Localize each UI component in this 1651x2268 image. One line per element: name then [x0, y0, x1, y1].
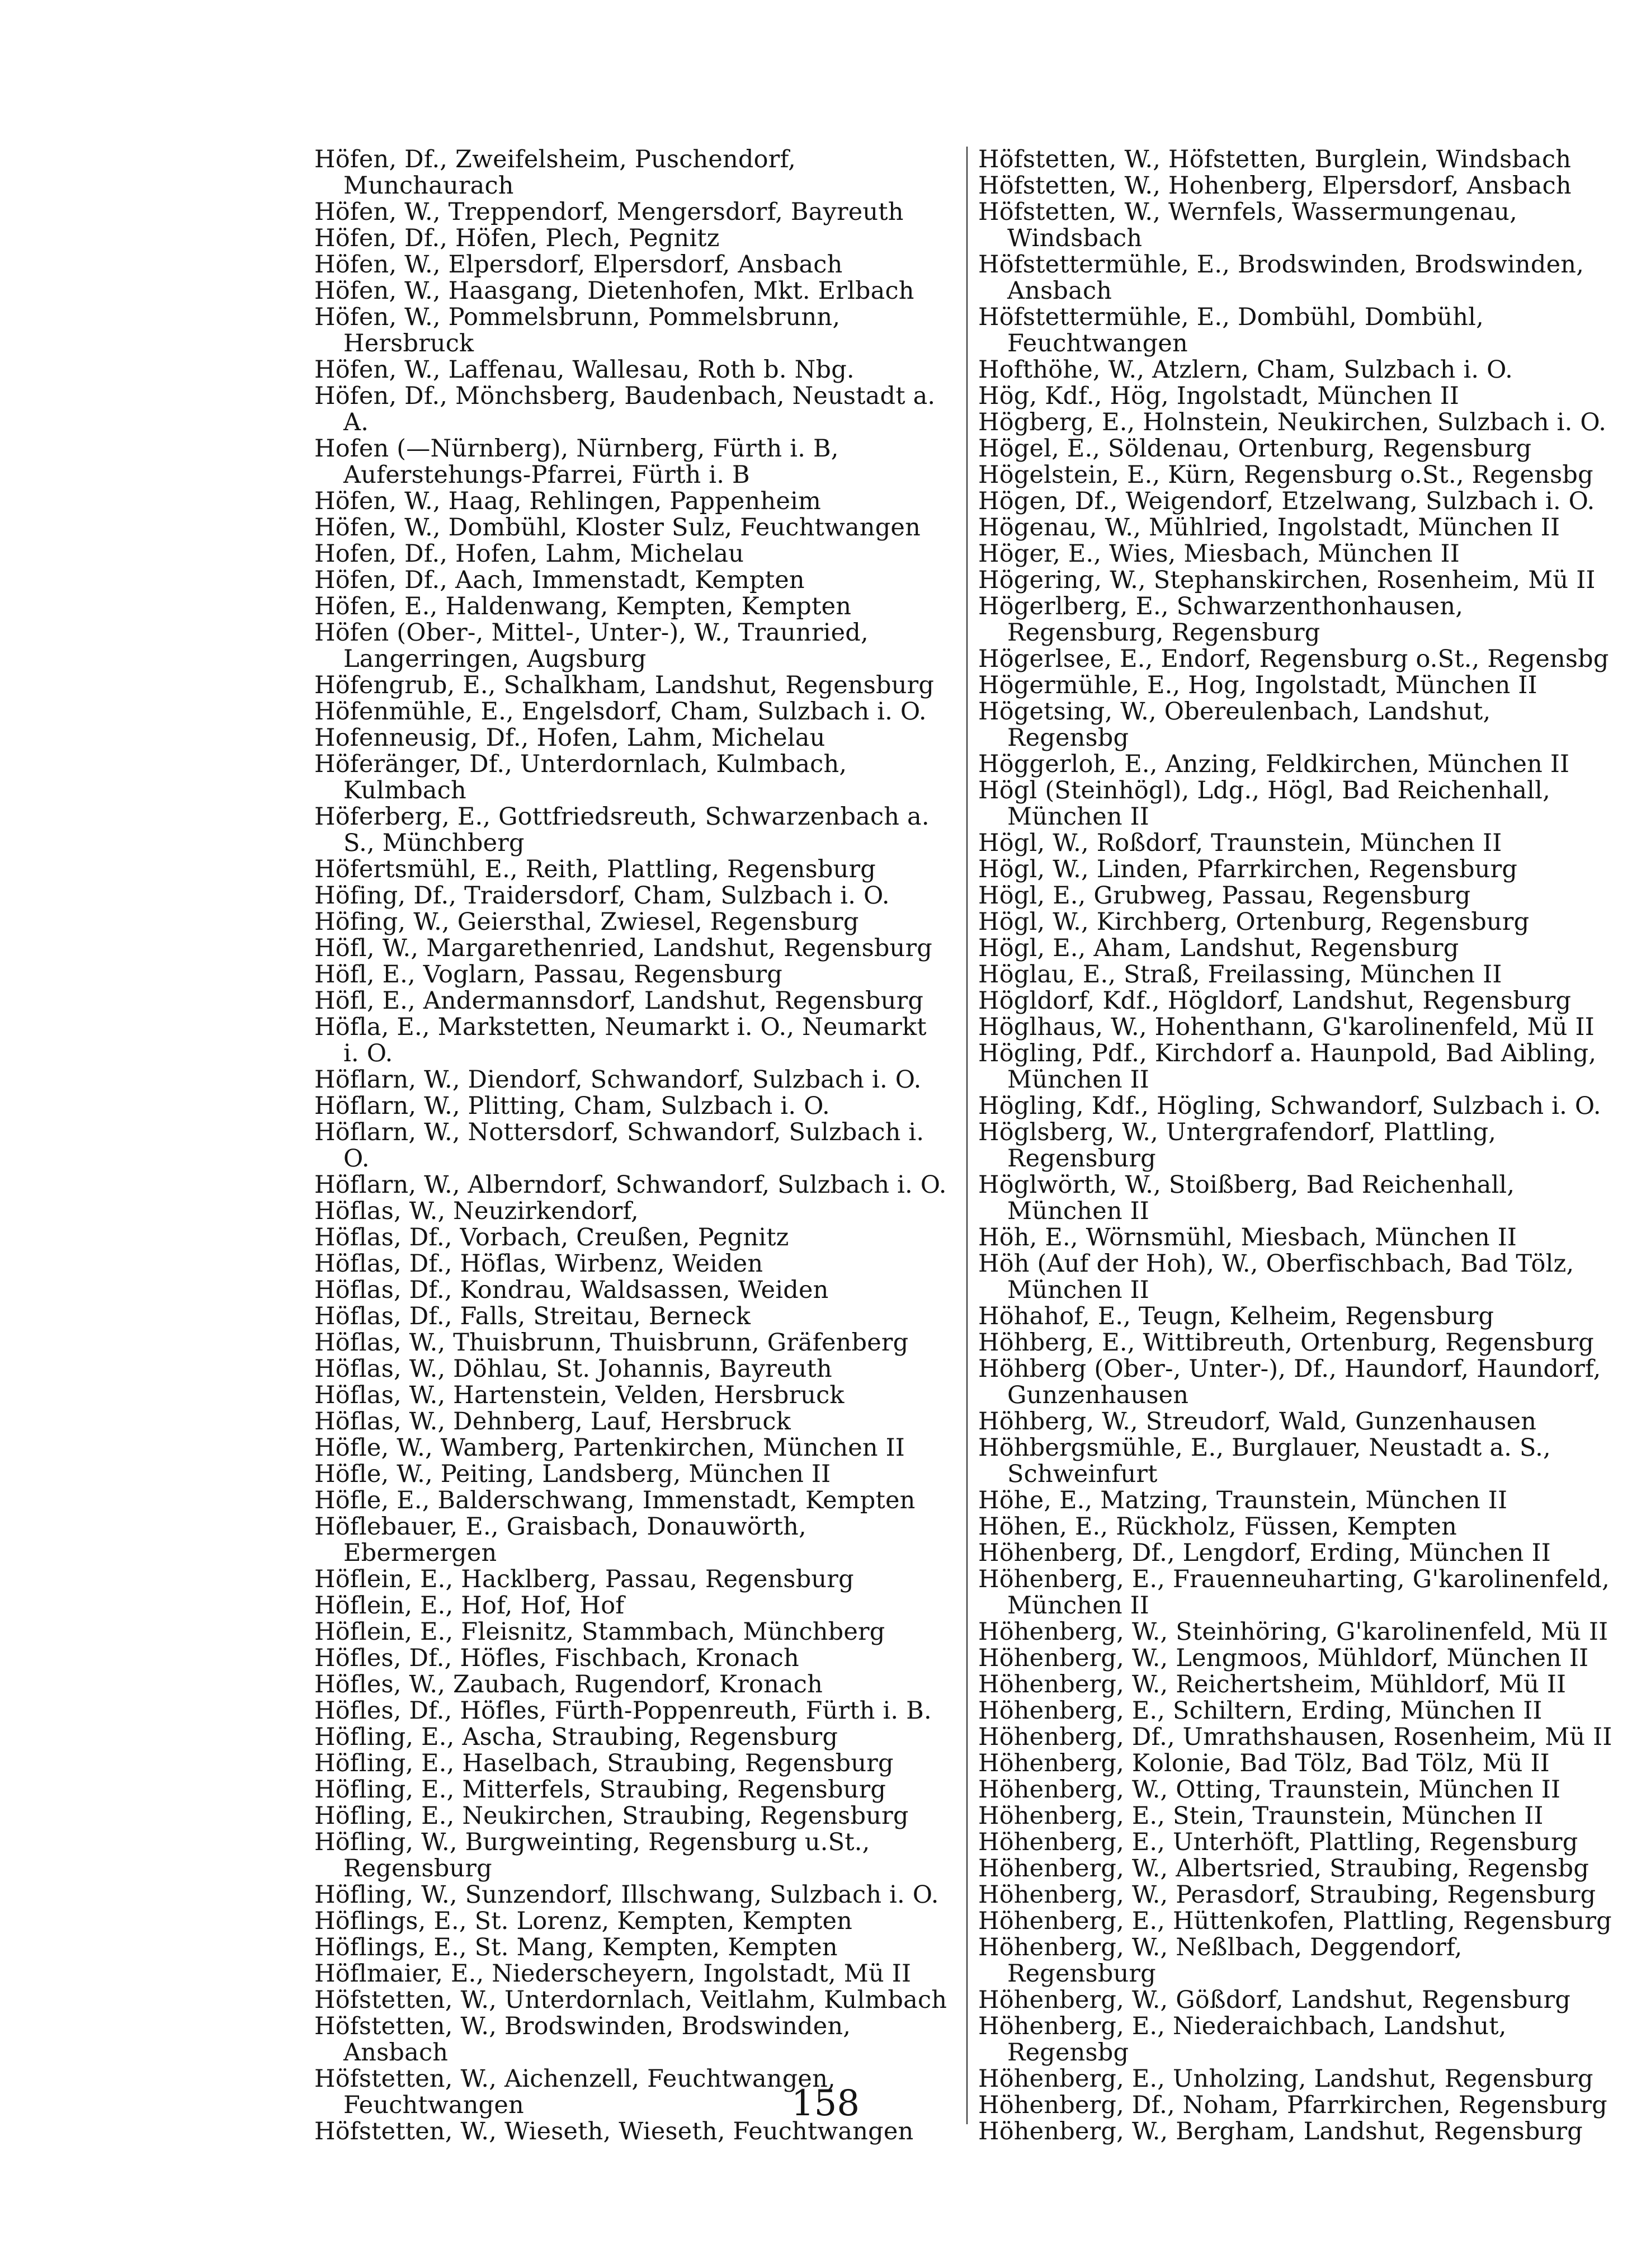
index-entry: Höhenberg, E., Hüttenkofen, Plattling, Regensburg [978, 1907, 1612, 1935]
index-entry: Högenau, W., Mühlried, Ingolstadt, München II [978, 514, 1560, 542]
index-entry: Höh (Auf der Hoh), W., Oberfischbach, Bad Tölz, München II [978, 1250, 1574, 1304]
index-entry: Höfen, E., Haldenwang, Kempten, Kempten [314, 592, 852, 620]
index-entry: Höh, E., Wörnsmühl, Miesbach, München II [978, 1224, 1517, 1251]
index-entry: Höfstetten, W., Wernfels, Wassermungenau, Windsbach [978, 198, 1517, 252]
index-entry: Höflas, W., Hartenstein, Velden, Hersbruck [314, 1381, 845, 1409]
index-entry: Högel, E., Söldenau, Ortenburg, Regensburg [978, 435, 1532, 463]
index-entry: Höflings, E., St. Mang, Kempten, Kempten [314, 1933, 838, 1961]
index-entry: Höfen, W., Pommelsbrunn, Pommelsbrunn, Hersbruck [314, 303, 841, 357]
index-entry: Höflas, Df., Höflas, Wirbenz, Weiden [314, 1250, 763, 1278]
index-entry: Höhenberg, W., Otting, Traunstein, München II [978, 1776, 1561, 1804]
index-entry: Höfen, Df., Höfen, Plech, Pegnitz [314, 224, 720, 252]
index-entry: Högl, W., Kirchberg, Ortenburg, Regensburg [978, 908, 1530, 936]
index-entry: Högerlberg, E., Schwarzenthonhausen, Regensburg, Regensburg [978, 592, 1464, 647]
index-entry: Höhbergsmühle, E., Burglauer, Neustadt a. S., Schweinfurt [978, 1434, 1551, 1488]
index-entry: Höflmaier, E., Niederscheyern, Ingolstadt, Mü II [314, 1960, 912, 1988]
index-entry: Höglau, E., Straß, Freilassing, München II [978, 961, 1502, 989]
index-entry: Höfstetten, W., Brodswinden, Brodswinden, Ansbach [314, 2012, 851, 2067]
index-entry: Höfstetten, W., Aichenzell, Feuchtwangen, Feuchtwangen [314, 2065, 836, 2119]
index-entry: Högling, Pdf., Kirchdorf a. Haunpold, Bad Aibling, München II [978, 1039, 1597, 1094]
index-entry: Höfstetten, W., Unterdornlach, Veitlahm, Kulmbach [314, 1986, 947, 2014]
index-entry: Höhberg (Ober-, Unter-), Df., Haundorf, Haundorf, Gunzenhausen [978, 1355, 1601, 1409]
index-entry: Högelstein, E., Kürn, Regensburg o.St., Regensbg [978, 461, 1593, 489]
index-entry: Höhberg, W., Streudorf, Wald, Gunzenhausen [978, 1408, 1537, 1436]
index-entry: Högl, E., Grubweg, Passau, Regensburg [978, 882, 1471, 910]
index-entry: Höferberg, E., Gottfriedsreuth, Schwarzenbach a. S., Münchberg [314, 803, 930, 857]
index-entry: Höglhaus, W., Hohenthann, G'karolinenfeld, Mü II [978, 1013, 1595, 1041]
index-entry: Hög, Kdf., Hög, Ingolstadt, München II [978, 382, 1460, 410]
index-entry: Högen, Df., Weigendorf, Etzelwang, Sulzbach i. O. [978, 487, 1595, 515]
index-entry: Höfen, W., Dombühl, Kloster Sulz, Feuchtwangen [314, 514, 921, 542]
index-entry: Höfertsmühl, E., Reith, Plattling, Regensburg [314, 855, 876, 883]
index-entry: Höfling, E., Ascha, Straubing, Regensburg [314, 1723, 838, 1751]
index-entry: Höhenberg, Kolonie, Bad Tölz, Bad Tölz, Mü II [978, 1749, 1550, 1777]
index-entry: Höfstettermühle, E., Dombühl, Dombühl, Feuchtwangen [978, 303, 1484, 357]
index-entry: Höfl, E., Andermannsdorf, Landshut, Regensburg [314, 987, 924, 1015]
index-entry: Höhe, E., Matzing, Traunstein, München II [978, 1486, 1508, 1514]
index-entry: Höfstettermühle, E., Brodswinden, Brodswinden, Ansbach [978, 251, 1584, 305]
index-entry: Höhenberg, E., Unholzing, Landshut, Regensburg [978, 2065, 1593, 2093]
index-entry: Höfen, Df., Mönchsberg, Baudenbach, Neustadt a. A. [314, 382, 936, 436]
index-entry: Höfl, E., Voglarn, Passau, Regensburg [314, 961, 782, 989]
index-entry: Höflas, W., Döhlau, St. Johannis, Bayreuth [314, 1355, 832, 1383]
index-entry: Höfla, E., Markstetten, Neumarkt i. O., Neumarkt i. O. [314, 1013, 927, 1067]
index-entry: Höflebauer, E., Graisbach, Donauwörth, Ebermergen [314, 1513, 806, 1567]
index-entry: Höfen, Df., Zweifelsheim, Puschendorf, Munchaurach [314, 145, 796, 200]
left-column [314, 147, 949, 2145]
column-divider [966, 147, 968, 2124]
index-entry: Hofen (—Nürnberg), Nürnberg, Fürth i. B, Auferstehungs-Pfarrei, Fürth i. B [314, 435, 839, 489]
index-entry: Högl, W., Linden, Pfarrkirchen, Regensburg [978, 855, 1518, 883]
index-entry: Högl, E., Aham, Landshut, Regensburg [978, 934, 1459, 962]
index-entry: Höhenberg, E., Unterhöft, Plattling, Regensburg [978, 1828, 1578, 1856]
index-entry: Höfstetten, W., Wieseth, Wieseth, Feuchtwangen [314, 2118, 914, 2145]
index-entry: Höhenberg, Df., Noham, Pfarrkirchen, Regensburg [978, 2091, 1607, 2119]
index-entry: Höfstetten, W., Höfstetten, Burglein, Windsbach [978, 145, 1572, 173]
index-entry: Höglwörth, W., Stoißberg, Bad Reichenhall, München II [978, 1171, 1515, 1225]
index-entry: Höfling, E., Mitterfels, Straubing, Regensburg [314, 1776, 886, 1804]
index-entry: Höfing, Df., Traidersdorf, Cham, Sulzbach i. O. [314, 882, 890, 910]
index-entry: Höfling, W., Burgweinting, Regensburg u.St., Regensburg [314, 1828, 870, 1883]
index-entry: Höhenberg, W., Albertsried, Straubing, Regensbg [978, 1855, 1589, 1883]
index-entry: Hofenneusig, Df., Hofen, Lahm, Michelau [314, 724, 826, 752]
index-entry: Högermühle, E., Hog, Ingolstadt, München II [978, 671, 1537, 699]
index-entry: Höflarn, W., Plitting, Cham, Sulzbach i. O. [314, 1092, 830, 1120]
index-entry: Höfen, W., Haag, Rehlingen, Pappenheim [314, 487, 821, 515]
index-entry: Höfling, E., Haselbach, Straubing, Regensburg [314, 1749, 894, 1777]
index-entry: Högling, Kdf., Högling, Schwandorf, Sulzbach i. O. [978, 1092, 1601, 1120]
index-entry: Höflings, E., St. Lorenz, Kempten, Kempten [314, 1907, 853, 1935]
index-entry: Höflein, E., Hacklberg, Passau, Regensburg [314, 1565, 854, 1593]
index-entry: Höfing, W., Geiersthal, Zwiesel, Regensburg [314, 908, 859, 936]
index-entry: Högering, W., Stephanskirchen, Rosenheim, Mü II [978, 566, 1596, 594]
index-entry: Höflas, W., Thuisbrunn, Thuisbrunn, Gräfenberg [314, 1329, 909, 1357]
index-entry: Höhenberg, Df., Umrathshausen, Rosenheim, Mü II [978, 1723, 1612, 1751]
index-entry: Höhenberg, E., Stein, Traunstein, München II [978, 1802, 1544, 1830]
index-entry: Höfling, E., Neukirchen, Straubing, Regensburg [314, 1802, 909, 1830]
index-entry: Höfstetten, W., Hohenberg, Elpersdorf, Ansbach [978, 172, 1572, 200]
index-entry: Höhen, E., Rückholz, Füssen, Kempten [978, 1513, 1457, 1541]
index-entry: Höflein, E., Fleisnitz, Stammbach, Münchberg [314, 1618, 885, 1646]
index-entry: Höhenberg, W., Bergham, Landshut, Regensburg [978, 2118, 1583, 2145]
index-entry: Höflarn, W., Nottersdorf, Schwandorf, Sulzbach i. O. [314, 1118, 924, 1173]
index-entry: Höfen, W., Laffenau, Wallesau, Roth b. Nbg. [314, 356, 855, 384]
index-entry: Höfen, W., Treppendorf, Mengersdorf, Bayreuth [314, 198, 904, 226]
index-entry: Högldorf, Kdf., Högldorf, Landshut, Regensburg [978, 987, 1572, 1015]
index-entry: Höhenberg, E., Frauenneuharting, G'karolinenfeld, München II [978, 1565, 1610, 1620]
index-entry: Höflas, W., Dehnberg, Lauf, Hersbruck [314, 1408, 791, 1436]
page-number: 158 [791, 2083, 860, 2124]
index-entry: Höger, E., Wies, Miesbach, München II [978, 540, 1460, 568]
index-entry: Hofen, Df., Hofen, Lahm, Michelau [314, 540, 744, 568]
index-entry: Höhenberg, W., Gößdorf, Landshut, Regensburg [978, 1986, 1571, 2014]
index-entry: Höfenmühle, E., Engelsdorf, Cham, Sulzbach i. O. [314, 698, 927, 726]
index-entry: Höflas, Df., Vorbach, Creußen, Pegnitz [314, 1224, 789, 1251]
right-column [978, 147, 1613, 2145]
index-entry: Högetsing, W., Obereulenbach, Landshut, Regensbg [978, 698, 1491, 752]
index-entry: Höflas, W., Neuzirkendorf, [314, 1197, 639, 1225]
index-entry: Höhenberg, W., Reichertsheim, Mühldorf, Mü II [978, 1671, 1567, 1698]
index-entry: Höferänger, Df., Unterdornlach, Kulmbach, Kulmbach [314, 750, 847, 804]
index-entry: Högl (Steinhögl), Ldg., Högl, Bad Reichenhall, München II [978, 777, 1550, 831]
index-entry: Höflas, Df., Kondrau, Waldsassen, Weiden [314, 1276, 829, 1304]
index-entry: Höglsberg, W., Untergrafendorf, Plattling, Regensburg [978, 1118, 1497, 1173]
index-entry: Höhberg, E., Wittibreuth, Ortenburg, Regensburg [978, 1329, 1595, 1357]
index-entry: Höfen, W., Haasgang, Dietenhofen, Mkt. Erlbach [314, 277, 914, 305]
index-entry: Höhenberg, W., Lengmoos, Mühldorf, München II [978, 1644, 1589, 1672]
index-entry: Höfen (Ober-, Mittel-, Unter-), W., Traunried, Langerringen, Augsburg [314, 619, 869, 673]
index-entry: Höggerloh, E., Anzing, Feldkirchen, München II [978, 750, 1570, 778]
index-entry: Högerlsee, E., Endorf, Regensburg o.St., Regensbg [978, 645, 1609, 673]
index-entry: Höflein, E., Hof, Hof, Hof [314, 1592, 625, 1620]
index-entry: Höfen, W., Elpersdorf, Elpersdorf, Ansbach [314, 251, 843, 279]
index-entry: Höfle, W., Peiting, Landsberg, München II [314, 1460, 831, 1488]
index-entry: Hofthöhe, W., Atzlern, Cham, Sulzbach i. O. [978, 356, 1513, 384]
index-entry: Högberg, E., Holnstein, Neukirchen, Sulzbach i. O. [978, 408, 1607, 436]
index-entry: Höhenberg, W., Steinhöring, G'karolinenfeld, Mü II [978, 1618, 1608, 1646]
index-entry: Höhahof, E., Teugn, Kelheim, Regensburg [978, 1302, 1494, 1330]
index-entry: Höfles, W., Zaubach, Rugendorf, Kronach [314, 1671, 823, 1698]
index-entry: Höflas, Df., Falls, Streitau, Berneck [314, 1302, 751, 1330]
index-entry: Höflarn, W., Alberndorf, Schwandorf, Sulzbach i. O. [314, 1171, 947, 1199]
index-entry: Höflarn, W., Diendorf, Schwandorf, Sulzbach i. O. [314, 1066, 922, 1094]
index-entry: Höfling, W., Sunzendorf, Illschwang, Sulzbach i. O. [314, 1881, 939, 1909]
index-entry: Höfen, Df., Aach, Immenstadt, Kempten [314, 566, 805, 594]
index-entry: Höfles, Df., Höfles, Fischbach, Kronach [314, 1644, 799, 1672]
index-entry: Högl, W., Roßdorf, Traunstein, München II [978, 829, 1502, 857]
index-entry: Höhenberg, W., Neßlbach, Deggendorf, Regensburg [978, 1933, 1463, 1988]
index-entry: Höhenberg, E., Schiltern, Erding, München II [978, 1697, 1542, 1725]
index-entry: Höhenberg, Df., Lengdorf, Erding, München II [978, 1539, 1551, 1567]
index-entry: Höhenberg, E., Niederaichbach, Landshut, Regensbg [978, 2012, 1507, 2067]
index-entry: Höfle, E., Balderschwang, Immenstadt, Kempten [314, 1486, 916, 1514]
index-entry: Höhenberg, W., Perasdorf, Straubing, Regensburg [978, 1881, 1596, 1909]
index-entry: Höfles, Df., Höfles, Fürth-Poppenreuth, Fürth i. B. [314, 1697, 932, 1725]
index-entry: Höfengrub, E., Schalkham, Landshut, Regensburg [314, 671, 935, 699]
index-entry: Höfl, W., Margarethenried, Landshut, Regensburg [314, 934, 932, 962]
index-entry: Höfle, W., Wamberg, Partenkirchen, München II [314, 1434, 905, 1462]
